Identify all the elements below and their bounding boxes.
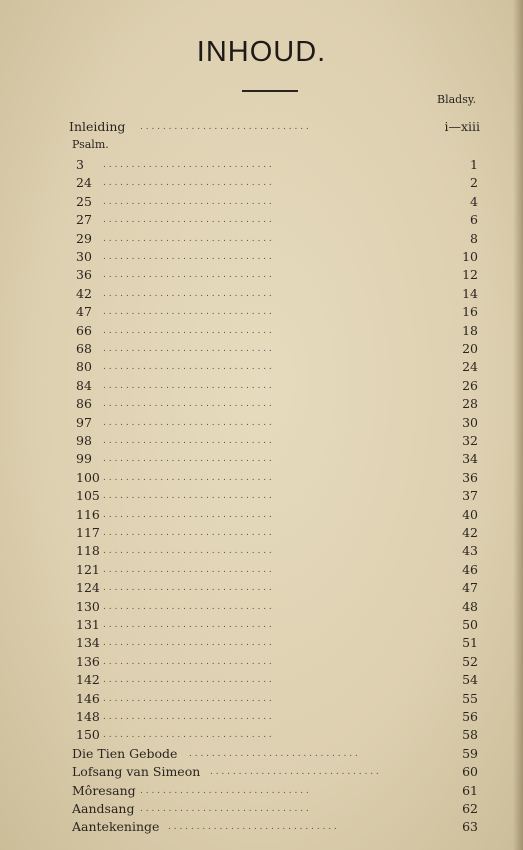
toc-psalm-row — [0, 322, 523, 340]
toc-psalm-page: 2 — [470, 175, 478, 191]
toc-back-matter-label: Aandsang — [72, 801, 135, 816]
toc-psalm-row — [0, 671, 523, 689]
toc-psalm-label: 121 — [76, 561, 100, 577]
toc-leader: . . . . . . . . . . . . . . . . . . . . . . . . . . . . . . — [103, 509, 272, 520]
title-rule — [242, 90, 298, 92]
toc-leader: . . . . . . . . . . . . . . . . . . . . . . . . . . . . . . — [103, 675, 272, 686]
toc-psalm-label: 99 — [76, 451, 92, 467]
toc-psalm-row — [0, 469, 523, 487]
toc-psalm-row — [0, 561, 523, 579]
toc-psalm-row — [0, 266, 523, 284]
toc-psalm-row — [0, 524, 523, 542]
toc-leader: . . . . . . . . . . . . . . . . . . . . . . . . . . . . . . — [103, 344, 272, 354]
toc-leader: . . . . . . . . . . . . . . . . . . . . . . . . . . . . . . — [103, 620, 272, 630]
toc-psalm-page: 46 — [462, 561, 478, 577]
toc-psalm-label: 84 — [76, 377, 92, 393]
toc-psalm-row — [0, 690, 523, 708]
toc-leader: . . . . . . . . . . . . . . . . . . . . . . . . . . . . . . — [103, 270, 272, 281]
toc-leader: . . . . . . . . . . . . . . . . . . . . . . . . . . . . . . — [103, 693, 272, 704]
toc-psalm-row — [0, 377, 523, 395]
toc-section-heading-row — [0, 136, 523, 154]
toc-psalm-page: 24 — [462, 359, 478, 375]
toc-psalm-label: 142 — [76, 672, 100, 688]
toc-leader: . . . . . . . . . . . . . . . . . . . . . . . . . . . . . . — [103, 380, 272, 391]
toc-psalm-label: 105 — [76, 488, 100, 504]
toc-psalm-row — [0, 285, 523, 303]
toc-psalm-row — [0, 193, 523, 211]
toc-leader: . . . . . . . . . . . . . . . . . . . . . . . . . . . . . . — [103, 196, 272, 207]
toc-leader: . . . . . . . . . . . . . . . . . . . . . . . . . . . . . . — [103, 546, 272, 557]
toc-psalm-page: 14 — [462, 285, 478, 301]
toc-psalm-page: 28 — [462, 396, 478, 412]
toc-psalm-page: 56 — [462, 709, 478, 724]
toc-intro-page: i—xiii — [444, 119, 480, 134]
toc-psalm-label: 47 — [76, 304, 92, 320]
toc-psalm-page: 50 — [462, 617, 478, 632]
toc-psalm-label: 134 — [76, 635, 100, 651]
toc-leader: . . . . . . . . . . . . . . . . . . . . . . . . . . . . . . — [103, 399, 272, 410]
toc-leader: . . . . . . . . . . . . . . . . . . . . . . . . . . . . . . — [103, 454, 272, 465]
toc-psalm-page: 10 — [462, 249, 478, 264]
page-title: INHOUD. — [196, 36, 327, 68]
toc-leader: . . . . . . . . . . . . . . . . . . . . . . . . . . . . . . — [103, 178, 272, 189]
toc-psalm-page: 34 — [462, 451, 478, 467]
toc-leader: . . . . . . . . . . . . . . . . . . . . . . . . . . . . . . — [103, 601, 272, 612]
toc-intro-label: Inleiding — [69, 119, 126, 134]
toc-back-matter-page: 59 — [462, 745, 478, 761]
toc-psalm-label: 86 — [76, 396, 92, 412]
toc-leader: . . . . . . . . . . . . . . . . . . . . . . . . . . . . . . — [103, 491, 272, 502]
toc-leader: . . . . . . . . . . . . . . . . . . . . . . . . . . . . . . — [103, 307, 272, 318]
toc-leader: . . . . . . . . . . . . . . . . . . . . . . . . . . . . . . — [103, 730, 272, 741]
toc-leader: . . . . . . . . . . . . . . . . . . . . . . . . . . . . . . — [210, 767, 379, 778]
toc-psalm-row — [0, 579, 523, 597]
toc-psalm-page: 6 — [470, 212, 478, 228]
toc-leader: . . . . . . . . . . . . . . . . . . . . . . . . . . . . . . — [103, 252, 272, 262]
toc-psalm-page: 52 — [462, 653, 478, 669]
toc-psalm-page: 8 — [470, 230, 478, 246]
toc-leader: . . . . . . . . . . . . . . . . . . . . . . . . . . . . . . — [103, 436, 272, 446]
toc-psalm-label: 42 — [76, 285, 92, 301]
toc-psalm-page: 43 — [462, 543, 478, 559]
toc-psalm-label: 27 — [76, 212, 92, 228]
toc-psalm-label: 130 — [76, 598, 100, 614]
toc-psalm-label: 98 — [76, 433, 92, 448]
toc-back-matter-row — [0, 782, 523, 800]
toc-psalm-row — [0, 487, 523, 505]
toc-psalm-row — [0, 358, 523, 376]
toc-psalm-row — [0, 726, 523, 744]
toc-psalm-page: 48 — [462, 598, 478, 614]
toc-leader: . . . . . . . . . . . . . . . . . . . . . . . . . . . . . . — [103, 362, 272, 373]
toc-leader: . . . . . . . . . . . . . . . . . . . . . . . . . . . . . . — [103, 712, 272, 722]
toc-psalm-page: 37 — [462, 488, 478, 504]
toc-psalm-row — [0, 598, 523, 616]
toc-psalm-label: 36 — [76, 267, 92, 283]
toc-back-matter-page: 60 — [462, 764, 478, 780]
toc-psalm-label: 66 — [76, 322, 92, 338]
toc-psalm-row — [0, 211, 523, 229]
toc-leader: . . . . . . . . . . . . . . . . . . . . . . . . . . . . . . — [103, 215, 272, 226]
toc-psalm-label: 3 — [76, 157, 84, 172]
toc-psalm-row — [0, 634, 523, 652]
toc-psalm-label: 116 — [76, 506, 100, 522]
toc-back-matter-label: Die Tien Gebode — [72, 745, 178, 761]
toc-psalm-row — [0, 506, 523, 524]
toc-psalm-row — [0, 708, 523, 726]
toc-leader: . . . . . . . . . . . . . . . . . . . . . . . . . . . . . . — [103, 160, 272, 170]
toc-psalm-page: 32 — [462, 433, 478, 448]
toc-psalm-label: 68 — [76, 341, 92, 356]
toc-psalm-label: 117 — [76, 525, 100, 540]
toc-leader: . . . . . . . . . . . . . . . . . . . . . . . . . . . . . . — [103, 564, 272, 575]
toc-psalm-page: 36 — [462, 469, 478, 485]
toc-leader: . . . . . . . . . . . . . . . . . . . . . . . . . . . . . . — [189, 748, 358, 759]
toc-psalm-label: 136 — [76, 653, 100, 669]
toc-back-matter-row — [0, 800, 523, 818]
toc-leader: . . . . . . . . . . . . . . . . . . . . . . . . . . . . . . — [168, 822, 337, 833]
toc-intro-row — [0, 118, 523, 136]
toc-psalm-row — [0, 414, 523, 432]
toc-psalm-page: 1 — [470, 157, 478, 172]
toc-psalm-page: 55 — [462, 690, 478, 706]
toc-psalm-row — [0, 450, 523, 468]
toc-psalm-label: 25 — [76, 193, 92, 209]
toc-psalm-label: 80 — [76, 359, 92, 375]
toc-leader: . . . . . . . . . . . . . . . . . . . . . . . . . . . . . . — [140, 785, 309, 796]
toc-leader: . . . . . . . . . . . . . . . . . . . . . . . . . . . . . . — [103, 288, 272, 299]
toc-back-matter-page: 63 — [462, 819, 478, 835]
toc-psalm-label: 150 — [76, 727, 100, 743]
toc-psalm-row — [0, 174, 523, 192]
toc-psalm-row — [0, 156, 523, 174]
toc-psalm-row — [0, 432, 523, 450]
toc-back-matter-label: Lofsang van Simeon — [72, 764, 201, 780]
toc-leader: . . . . . . . . . . . . . . . . . . . . . . . . . . . . . . — [140, 804, 309, 814]
toc-psalm-page: 42 — [462, 525, 478, 540]
toc-psalm-page: 18 — [462, 322, 478, 338]
toc-leader: . . . . . . . . . . . . . . . . . . . . . . . . . . . . . . — [103, 638, 272, 649]
toc-psalm-label: 118 — [76, 543, 100, 559]
toc-psalm-label: 97 — [76, 414, 92, 430]
toc-psalm-label: 124 — [76, 580, 100, 596]
toc-leader: . . . . . . . . . . . . . . . . . . . . . . . . . . . . . . — [103, 583, 272, 594]
toc-psalm-page: 30 — [462, 414, 478, 430]
toc-psalm-row — [0, 230, 523, 248]
toc-leader: . . . . . . . . . . . . . . . . . . . . . . . . . . . . . . — [103, 656, 272, 667]
toc-leader: . . . . . . . . . . . . . . . . . . . . . . . . . . . . . . — [103, 233, 272, 244]
toc-psalm-label: 29 — [76, 230, 92, 246]
toc-psalm-page: 51 — [462, 635, 478, 651]
toc-leader: . . . . . . . . . . . . . . . . . . . . . . . . . . . . . . — [103, 325, 272, 336]
toc-leader: . . . . . . . . . . . . . . . . . . . . . . . . . . . . . . — [140, 122, 309, 132]
toc-psalm-row — [0, 542, 523, 560]
toc-psalm-page: 20 — [462, 341, 478, 356]
toc-psalm-label: 148 — [76, 709, 100, 724]
toc-psalm-row — [0, 616, 523, 634]
toc-psalm-page: 40 — [462, 506, 478, 522]
toc-psalm-page: 4 — [470, 193, 478, 209]
toc-psalm-label: 24 — [76, 175, 92, 191]
toc-psalm-page: 54 — [462, 672, 478, 688]
toc-psalm-label: 131 — [76, 617, 100, 632]
toc-leader: . . . . . . . . . . . . . . . . . . . . . . . . . . . . . . — [103, 472, 272, 483]
toc-section-heading: Psalm. — [72, 138, 109, 151]
page-column-header: Bladsy. — [437, 93, 477, 106]
toc-psalm-row — [0, 395, 523, 413]
toc-psalm-page: 12 — [462, 267, 478, 283]
toc-back-matter-label: Môresang — [72, 782, 136, 798]
toc-psalm-page: 16 — [462, 304, 478, 320]
toc-psalm-row — [0, 653, 523, 671]
toc-back-matter-page: 62 — [462, 801, 478, 816]
toc-psalm-page: 26 — [462, 377, 478, 393]
toc-psalm-label: 146 — [76, 690, 100, 706]
toc-psalm-page: 47 — [462, 580, 478, 596]
toc-psalm-row — [0, 303, 523, 321]
toc-psalm-row — [0, 248, 523, 266]
toc-psalm-row — [0, 340, 523, 358]
toc-back-matter-row — [0, 745, 523, 763]
toc-back-matter-row — [0, 763, 523, 781]
toc-psalm-page: 58 — [462, 727, 478, 743]
toc-back-matter-label: Aantekeninge — [72, 819, 160, 835]
toc-back-matter-row — [0, 818, 523, 836]
toc-leader: . . . . . . . . . . . . . . . . . . . . . . . . . . . . . . — [103, 417, 272, 428]
toc-psalm-label: 30 — [76, 249, 92, 264]
toc-back-matter-page: 61 — [462, 782, 478, 798]
toc-psalm-label: 100 — [76, 469, 100, 485]
toc-leader: . . . . . . . . . . . . . . . . . . . . . . . . . . . . . . — [103, 528, 272, 538]
